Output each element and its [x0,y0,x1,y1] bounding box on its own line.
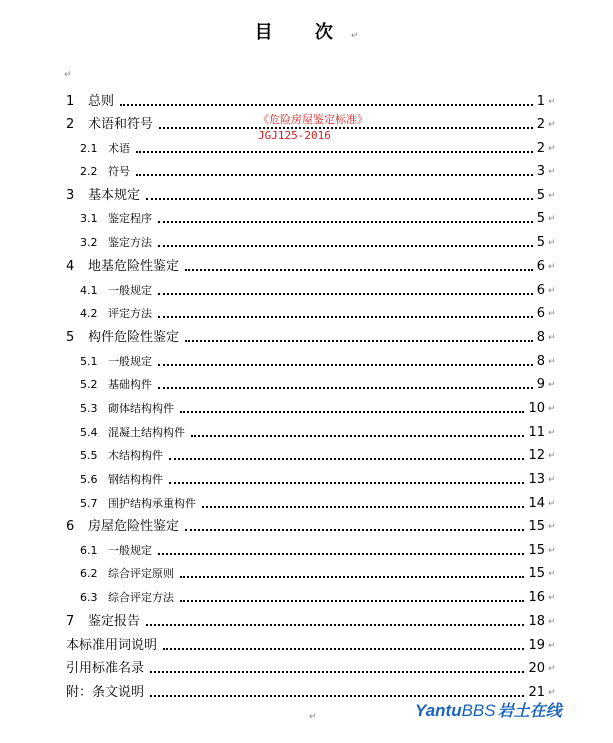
toc-entry-page: 6 [536,306,545,321]
site-logo [415,699,611,723]
paragraph-mark-icon: ↵ [548,641,556,651]
toc-leader-dots [185,269,533,271]
page-title-text: 目 次 [254,22,351,43]
toc-entry-page: 14 [528,496,545,511]
toc-entry-number: 4 [66,259,75,274]
toc-entry-page: 5 [536,211,545,226]
toc-entry-label: 评定方法 [108,307,152,320]
toc-entry [0,446,613,466]
toc-entry-label: 一般规定 [108,284,152,297]
toc-entry-label: 围护结构承重构件 [108,497,196,510]
toc-entry-label: 一般规定 [108,355,152,368]
toc-entry [0,541,613,561]
toc-leader-dots [158,387,533,389]
toc-entry-page: 6 [536,259,545,274]
toc-entry-page: 5 [536,188,545,203]
toc-entry-number: 3.2 [80,236,98,249]
toc-leader-dots [150,671,524,673]
toc-leader-dots [146,198,533,200]
toc-leader-dots [163,648,524,650]
paragraph-mark-icon: ↵ [548,546,556,556]
toc-leader-dots [146,624,524,626]
toc-entry-page: 10 [528,401,545,416]
toc-entry [0,92,613,112]
paragraph-mark-icon: ↵ [548,262,556,272]
toc-leader-dots [150,695,524,697]
toc-entry [0,564,613,584]
paragraph-mark-icon: ↵ [64,70,72,80]
toc-entry [0,233,613,253]
toc-entry-number: 4.2 [80,307,98,320]
toc-entry [0,209,613,229]
toc-entry-label: 钢结构构件 [108,473,163,486]
toc-entry-page: 13 [528,472,545,487]
toc-entry-page: 15 [528,566,545,581]
toc-entry-page: 1 [536,94,545,109]
watermark [258,112,368,144]
paragraph-mark-icon: ↵ [548,357,556,367]
toc-entry-label: 鉴定程序 [108,212,152,225]
paragraph-mark-icon: ↵ [548,191,556,201]
toc-entry-label: 综合评定原则 [108,567,174,580]
toc-entry-label: 砌体结构构件 [108,402,174,415]
toc-entry-page: 16 [528,590,545,605]
toc-leader-dots [158,364,533,366]
toc-entry [0,470,613,490]
toc-entry-page: 20 [528,661,545,676]
toc-leader-dots [158,553,524,555]
paragraph-mark-icon: ↵ [548,569,556,579]
page-title [0,18,613,44]
toc-entry [0,517,613,537]
toc-entry [0,257,613,277]
toc-entry-number: 5.2 [80,378,98,391]
toc-entry-label: 鉴定报告 [88,614,141,629]
toc-entry-page: 21 [528,685,545,700]
toc-leader-dots [180,411,524,413]
toc-entry-page: 3 [536,164,545,179]
toc-entry-label: 鉴定方法 [108,236,152,249]
toc-entry-number: 6 [66,519,75,534]
toc-entry-label: 木结构构件 [108,449,163,462]
toc-entry-number: 6.2 [80,567,98,580]
toc-entry-label: 混凝土结构构件 [108,426,185,439]
toc-entry-label: 附：条文说明 [66,685,145,700]
toc-entry-number: 5.1 [80,355,98,368]
toc-entry-number: 2.1 [80,142,98,155]
toc-entry-page: 5 [536,235,545,250]
paragraph-mark-icon: ↵ [548,617,556,627]
toc-entry-number: 6.1 [80,544,98,557]
toc-entry [0,375,613,395]
toc-entry [0,612,613,632]
toc-leader-dots [185,340,533,342]
logo-part-cn: 岩土在线 [497,703,562,720]
toc-entry-page: 19 [528,638,545,653]
paragraph-mark-icon: ↵ [548,144,556,154]
paragraph-mark-icon: ↵ [309,712,317,722]
toc-entry-label: 一般规定 [108,544,152,557]
toc-entry-page: 8 [536,330,545,345]
logo-part-yantu: Yantu [415,701,462,720]
paragraph-mark-icon: ↵ [548,593,556,603]
toc-entry-label: 术语 [108,142,130,155]
toc-leader-dots [158,316,533,318]
paragraph-mark-icon: ↵ [548,214,556,224]
toc-leader-dots [185,529,524,531]
paragraph-mark-icon: ↵ [548,688,556,698]
toc-entry-number: 2 [66,117,75,132]
toc-entry-number: 5.6 [80,473,98,486]
paragraph-mark-icon: ↵ [548,475,556,485]
toc-entry [0,659,613,679]
toc-entry-label: 本标准用词说明 [66,638,158,653]
toc-entry-page: 2 [536,141,545,156]
watermark-code: JGJ125-2016 [258,129,331,142]
paragraph-mark-icon: ↵ [548,97,556,107]
toc-entry-number: 1 [66,94,75,109]
toc-entry-number: 6.3 [80,591,98,604]
paragraph-mark-icon: ↵ [548,333,556,343]
toc-entry-label: 基本规定 [88,188,141,203]
paragraph-mark-icon: ↵ [548,451,556,461]
toc-leader-dots [191,435,524,437]
toc-leader-dots [180,600,524,602]
paragraph-mark-icon: ↵ [548,120,556,130]
toc-entry [0,281,613,301]
toc-entry-number: 7 [66,614,75,629]
toc-entry [0,423,613,443]
toc-entry-page: 18 [528,614,545,629]
paragraph-mark-icon: ↵ [548,664,556,674]
paragraph-mark-icon: ↵ [548,522,556,532]
toc-entry-label: 总则 [88,94,115,109]
paragraph-mark-icon: ↵ [548,499,556,509]
toc-entry [0,186,613,206]
toc-leader-dots [169,458,524,460]
toc-entry-page: 12 [528,448,545,463]
toc-entry-label: 引用标准名录 [66,661,145,676]
toc-entry-label: 房屋危险性鉴定 [88,519,180,534]
paragraph-mark-icon: ↵ [548,309,556,319]
toc-entry-page: 15 [528,519,545,534]
paragraph-mark-icon: ↵ [548,428,556,438]
toc-entry-page: 6 [536,283,545,298]
toc-leader-dots [136,151,533,153]
toc-entry-label: 符号 [108,165,130,178]
toc-entry-number: 2.2 [80,165,98,178]
toc-entry-number: 4.1 [80,284,98,297]
toc-entry-label: 术语和符号 [88,117,154,132]
toc-entry [0,328,613,348]
toc-entry-number: 5.3 [80,402,98,415]
toc-entry-number: 3 [66,188,75,203]
toc-entry-label: 综合评定方法 [108,591,174,604]
toc-leader-dots [158,293,533,295]
toc-entry [0,352,613,372]
toc-entry-page: 2 [536,117,545,132]
watermark-title: 《危险房屋鉴定标准》 [258,113,368,126]
toc-entry [0,304,613,324]
toc-entry [0,636,613,656]
toc-leader-dots [158,221,533,223]
toc-entry-page: 11 [528,425,545,440]
toc-entry-number: 5 [66,330,75,345]
toc-entry-number: 3.1 [80,212,98,225]
toc-entry-number: 5.5 [80,449,98,462]
toc-leader-dots [180,576,524,578]
paragraph-mark-icon: ↵ [548,380,556,390]
toc-entry-label: 构件危险性鉴定 [88,330,180,345]
toc-entry-page: 15 [528,543,545,558]
toc-leader-dots [136,174,533,176]
toc-entry-label: 基础构件 [108,378,152,391]
toc-entry-label: 地基危险性鉴定 [88,259,180,274]
paragraph-mark-icon: ↵ [548,286,556,296]
toc-entry-page: 8 [536,354,545,369]
paragraph-mark-icon: ↵ [350,31,359,41]
paragraph-mark-icon: ↵ [548,238,556,248]
paragraph-mark-icon: ↵ [548,404,556,414]
toc-leader-dots [169,482,524,484]
paragraph-mark-icon: ↵ [548,167,556,177]
toc-entry [0,162,613,182]
toc-entry-page: 9 [536,377,545,392]
toc-entry [0,494,613,514]
toc-leader-dots [202,506,524,508]
toc-entry [0,399,613,419]
toc-entry-number: 5.4 [80,426,98,439]
toc-leader-dots [120,104,533,106]
logo-part-bbs: BBS [461,701,496,720]
toc-entry [0,588,613,608]
toc-leader-dots [158,245,533,247]
toc-entry-number: 5.7 [80,497,98,510]
